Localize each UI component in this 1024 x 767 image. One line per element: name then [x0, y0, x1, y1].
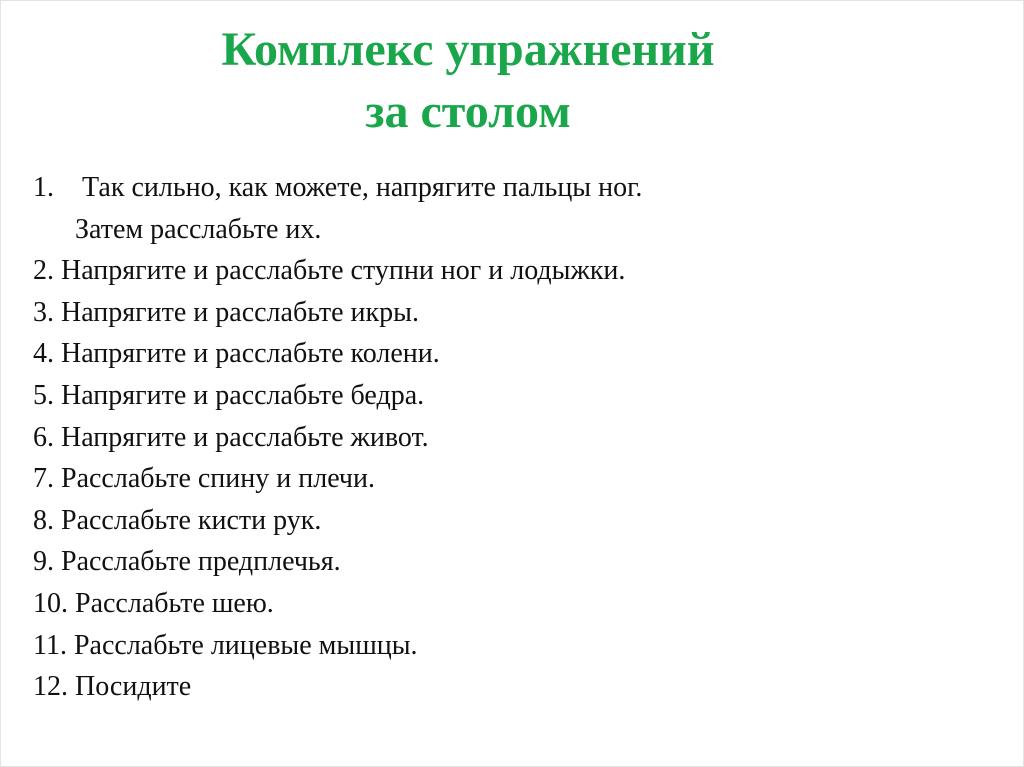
- exercise-text: Так сильно, как можете, напрягите пальцы ног.: [82, 172, 643, 203]
- exercise-number: 5.: [33, 379, 54, 411]
- title-line-1: Комплекс упражнений: [221, 23, 715, 76]
- exercise-number: 4.: [33, 338, 54, 370]
- exercise-number: 1.: [33, 172, 54, 203]
- exercise-number: 10.: [33, 587, 68, 619]
- exercise-text: Напрягите и расслабьте колени.: [61, 338, 440, 370]
- exercise-number: 3.: [33, 296, 54, 328]
- exercise-item-1: [33, 167, 642, 250]
- title-line-2: за столом: [365, 85, 571, 138]
- exercise-text: Напрягите и расслабьте ступни ног и лодыжки.: [61, 255, 626, 287]
- exercise-text: Расслабьте предплечья.: [61, 546, 341, 578]
- exercise-number: 11.: [33, 629, 67, 661]
- exercise-list: [33, 167, 642, 708]
- exercise-text: Расслабьте спину и плечи.: [61, 463, 375, 495]
- exercise-text: Расслабьте кисти рук.: [61, 504, 322, 536]
- slide-title: [1, 19, 935, 143]
- exercise-item-6: [33, 417, 642, 459]
- exercise-text-continuation: Затем расслабьте их.: [75, 213, 322, 245]
- exercise-item-11: [33, 625, 642, 667]
- exercise-text: Напрягите и расслабьте икры.: [61, 296, 419, 328]
- exercise-number: 9.: [33, 546, 54, 578]
- exercise-item-8: [33, 500, 642, 542]
- exercise-number: 8.: [33, 504, 54, 536]
- exercise-item-10: [33, 583, 642, 625]
- exercise-text: Расслабьте шею.: [75, 587, 274, 619]
- exercise-item-9: [33, 541, 642, 583]
- exercise-text: Посидите: [75, 671, 192, 703]
- exercise-item-5: [33, 375, 642, 417]
- exercise-text: Напрягите и расслабьте живот.: [61, 421, 429, 453]
- exercise-text: Расслабьте лицевые мышцы.: [73, 629, 418, 661]
- exercise-item-2: [33, 250, 642, 292]
- exercise-item-3: [33, 292, 642, 334]
- exercise-number: 6.: [33, 421, 54, 453]
- exercise-text: Напрягите и расслабьте бедра.: [61, 379, 425, 411]
- exercise-item-12: [33, 666, 642, 708]
- exercise-item-4: [33, 333, 642, 375]
- exercise-item-7: [33, 458, 642, 500]
- exercise-number: 12.: [33, 671, 68, 703]
- exercise-number: 7.: [33, 463, 54, 495]
- exercise-number: 2.: [33, 255, 54, 287]
